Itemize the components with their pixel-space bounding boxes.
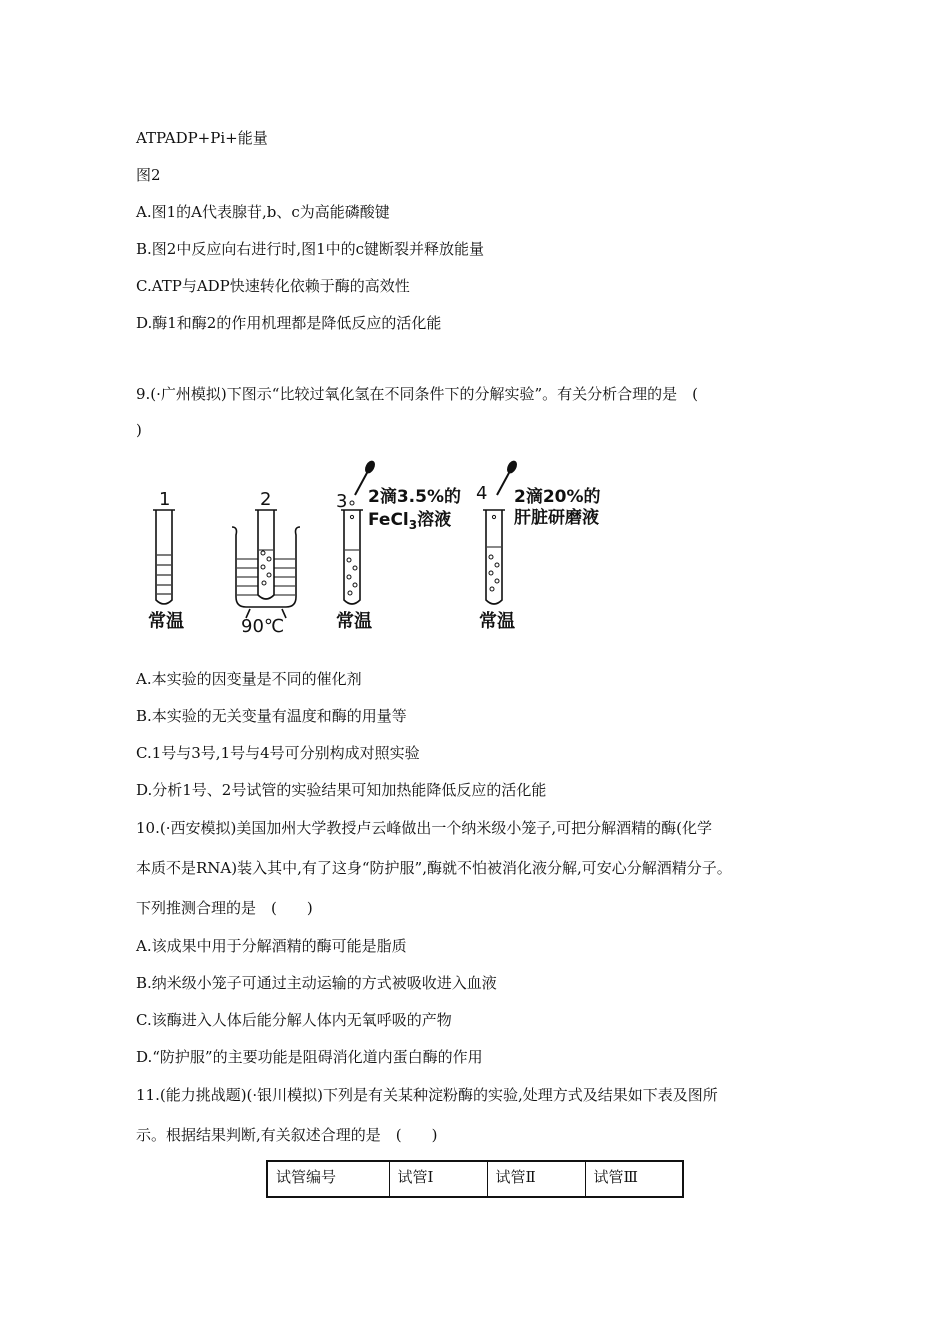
q10-option-d: D.“防护服”的主要功能是阻碍消化道内蛋白酶的作用: [136, 1048, 483, 1066]
q10-option-a: A.该成果中用于分解酒精的酶可能是脂质: [136, 937, 407, 955]
question-11-stem: 11.(能力挑战题)(·银川模拟)下列是有关某种淀粉酶的实验,处理方式及结果如下表及图所: [136, 1086, 718, 1104]
test-tube-3: [344, 510, 360, 604]
dropper-3-label-line2: FeCl$_3$溶液: [368, 510, 452, 532]
option-a: A.图1的A代表腺苷,b、c为高能磷酸键: [136, 203, 390, 221]
tube-3-number: 3: [336, 491, 348, 512]
q9-option-b: B.本实验的无关变量有温度和酶的用量等: [136, 707, 407, 725]
option-b: B.图2中反应向右进行时,图1中的c键断裂并释放能量: [136, 240, 485, 258]
equation-line: ATPADP+Pi+能量: [136, 129, 268, 147]
tube-2-condition: 90℃: [241, 616, 285, 637]
table-header-row: [267, 1161, 683, 1197]
tube-1-number: 1: [159, 489, 171, 510]
table-header-cell: 试管编号: [267, 1161, 389, 1197]
option-d: D.酶1和酶2的作用机理都是降低反应的活化能: [136, 314, 442, 332]
tube-1-condition: 常温: [148, 611, 184, 632]
tube-2-number: 2: [260, 489, 272, 510]
table-header-cell: 试管Ⅰ: [389, 1161, 487, 1197]
dropper-4-label-line2: 肝脏研磨液: [514, 508, 599, 528]
test-tube-2: [258, 510, 274, 599]
figure-caption: 图2: [136, 166, 161, 184]
dropper-3-label-line1: 2滴3.5%的: [368, 487, 461, 507]
results-table: [266, 1160, 684, 1198]
question-10-stem: 10.(·西安模拟)美国加州大学教授卢云峰做出一个纳米级小笼子,可把分解酒精的酶(化学: [136, 819, 712, 837]
q10-option-c: C.该酶进入人体后能分解人体内无氧呼吸的产物: [136, 1011, 452, 1029]
question-9-stem: 9.(·广州模拟)下图示“比较过氧化氢在不同条件下的分解实验”。有关分析合理的是 (: [136, 385, 698, 403]
q10-option-b: B.纳米级小笼子可通过主动运输的方式被吸收进入血液: [136, 974, 497, 992]
question-11-stem-cont: 示。根据结果判断,有关叙述合理的是 ( ): [136, 1126, 438, 1144]
table-header-cell: 试管Ⅲ: [585, 1161, 683, 1197]
table-header-cell: 试管Ⅱ: [487, 1161, 585, 1197]
q9-option-a: A.本实验的因变量是不同的催化剂: [136, 670, 362, 688]
option-c: C.ATP与ADP快速转化依赖于酶的高效性: [136, 277, 410, 295]
tube-4-number: 4: [476, 483, 488, 504]
q9-option-c: C.1号与3号,1号与4号可分别构成对照实验: [136, 744, 420, 762]
tube-3-condition: 常温: [336, 611, 372, 632]
experiment-figure: [136, 455, 636, 640]
q9-option-d: D.分析1号、2号试管的实验结果可知加热能降低反应的活化能: [136, 781, 547, 799]
question-9-stem-cont: ): [136, 421, 142, 439]
test-tube-1: [156, 510, 172, 604]
question-10-stem-cont: 本质不是RNA)装入其中,有了这身“防护服”,酶就不怕被消化液分解,可安心分解酒精分子。: [136, 859, 732, 877]
question-10-stem-end: 下列推测合理的是 ( ): [136, 899, 313, 917]
tube-4-condition: 常温: [479, 611, 515, 632]
dropper-4-label-line1: 2滴20%的: [514, 487, 601, 507]
